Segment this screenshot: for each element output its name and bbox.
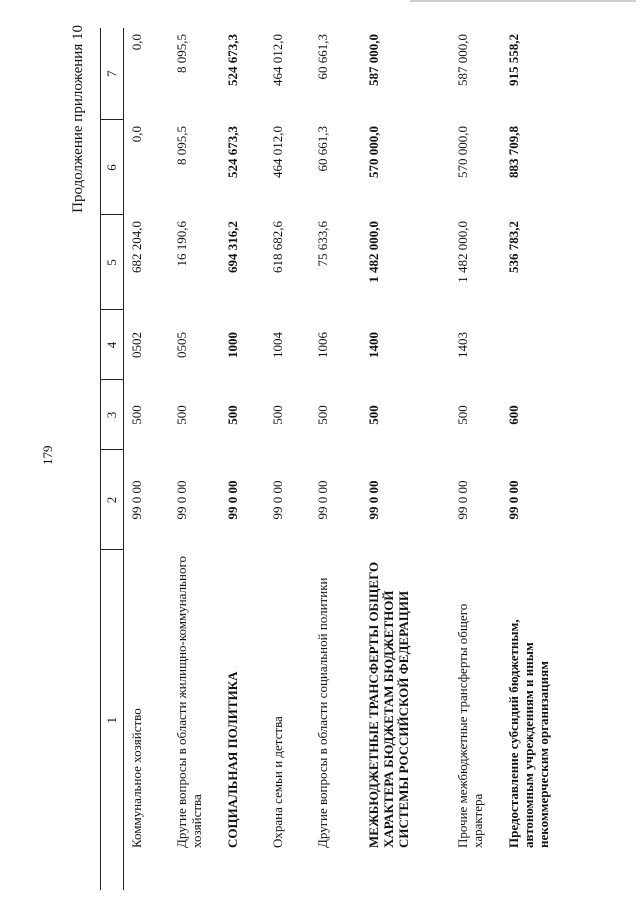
row-name: СОЦИАЛЬНАЯ ПОЛИТИКА	[225, 671, 240, 848]
amount-col5: 75 633,6	[315, 221, 330, 267]
column-header: 2	[101, 450, 124, 550]
section-code: 1400	[366, 332, 381, 358]
section-code: 1403	[455, 332, 470, 358]
row-name: Другие вопросы в области социальной политики	[315, 577, 330, 848]
target-code: 99 0 00	[270, 480, 285, 520]
target-code: 99 0 00	[174, 480, 189, 520]
amount-col5: 16 190,6	[174, 221, 189, 267]
section-code: 0505	[174, 332, 189, 358]
amount-col6: 524 673,3	[225, 126, 240, 178]
row-name: Предоставление субсидий бюджетным, автономным учреждениям и иным некоммерческим организациям	[506, 619, 551, 848]
amount-col5: 1 482 000,0	[455, 221, 470, 283]
amount-col6: 570 000,0	[366, 126, 381, 178]
row-name: Коммунальное хозяйство	[129, 708, 144, 848]
row-name: Охрана семьи и детства	[270, 716, 285, 848]
target-code: 99 0 00	[455, 480, 470, 520]
expense-type: 500	[455, 405, 470, 425]
table-row	[361, 28, 450, 890]
amount-col7: 915 558,2	[506, 34, 521, 86]
section-code	[501, 310, 590, 380]
expense-type: 500	[129, 405, 144, 425]
amount-col7: 8 095,5	[174, 34, 189, 73]
amount-col7: 524 673,3	[225, 34, 240, 86]
amount-col7: 587 000,0	[455, 34, 470, 86]
amount-col5: 1 482 000,0	[366, 221, 381, 283]
amount-col6: 0,0	[129, 126, 144, 143]
amount-col6: 8 095,5	[174, 126, 189, 165]
table-row	[310, 28, 361, 890]
continuation-title: Продолжение приложения 10	[70, 25, 86, 213]
table-row	[124, 28, 170, 890]
target-code: 99 0 00	[315, 480, 330, 520]
column-header: 3	[101, 380, 124, 450]
amount-col7: 587 000,0	[366, 34, 381, 86]
expense-type: 500	[270, 405, 285, 425]
column-header: 5	[101, 215, 124, 310]
table-row	[220, 28, 265, 890]
expense-type: 500	[225, 405, 240, 425]
expense-type: 500	[315, 405, 330, 425]
table-row	[450, 28, 501, 890]
column-header: 6	[101, 120, 124, 215]
section-code: 1000	[225, 332, 240, 358]
amount-col6: 464 012,0	[270, 126, 285, 178]
expense-type: 600	[506, 405, 521, 425]
section-code: 1004	[270, 332, 285, 358]
table-header-row	[101, 28, 124, 890]
table-row	[501, 28, 590, 890]
column-header: 4	[101, 310, 124, 380]
amount-col7: 60 661,3	[315, 34, 330, 80]
table-row	[169, 28, 220, 890]
section-code: 0502	[129, 332, 144, 358]
target-code: 99 0 00	[129, 480, 144, 520]
target-code: 99 0 00	[506, 480, 521, 520]
budget-table	[100, 28, 590, 890]
column-header: 1	[101, 550, 124, 890]
section-code: 1006	[315, 332, 330, 358]
column-header: 7	[101, 28, 124, 120]
target-code: 99 0 00	[366, 480, 381, 520]
expense-type: 500	[174, 405, 189, 425]
amount-col5: 536 783,2	[506, 221, 521, 273]
row-name: МЕЖБЮДЖЕТНЫЕ ТРАНСФЕРТЫ ОБЩЕГО ХАРАКТЕРА БЮДЖЕТАМ БЮДЖЕТНОЙ СИСТЕМЫ РОССИЙСКОЙ ФЕДЕРАЦИИ	[366, 561, 411, 848]
amount-col6: 570 000,0	[455, 126, 470, 178]
amount-col5: 694 316,2	[225, 221, 240, 273]
page-number: 179	[40, 445, 55, 465]
row-name: Другие вопросы в области жилищно-коммунального хозяйства	[174, 556, 204, 848]
target-code: 99 0 00	[225, 480, 240, 520]
amount-col5: 618 682,6	[270, 221, 285, 273]
table-row	[265, 28, 310, 890]
expense-type: 500	[366, 405, 381, 425]
amount-col5: 682 204,0	[129, 221, 144, 273]
amount-col7: 464 012,0	[270, 34, 285, 86]
amount-col6: 883 709,8	[506, 126, 521, 178]
amount-col7: 0,0	[129, 34, 144, 51]
row-name: Прочие межбюджетные трансферты общего характера	[455, 603, 485, 848]
amount-col6: 60 661,3	[315, 126, 330, 172]
